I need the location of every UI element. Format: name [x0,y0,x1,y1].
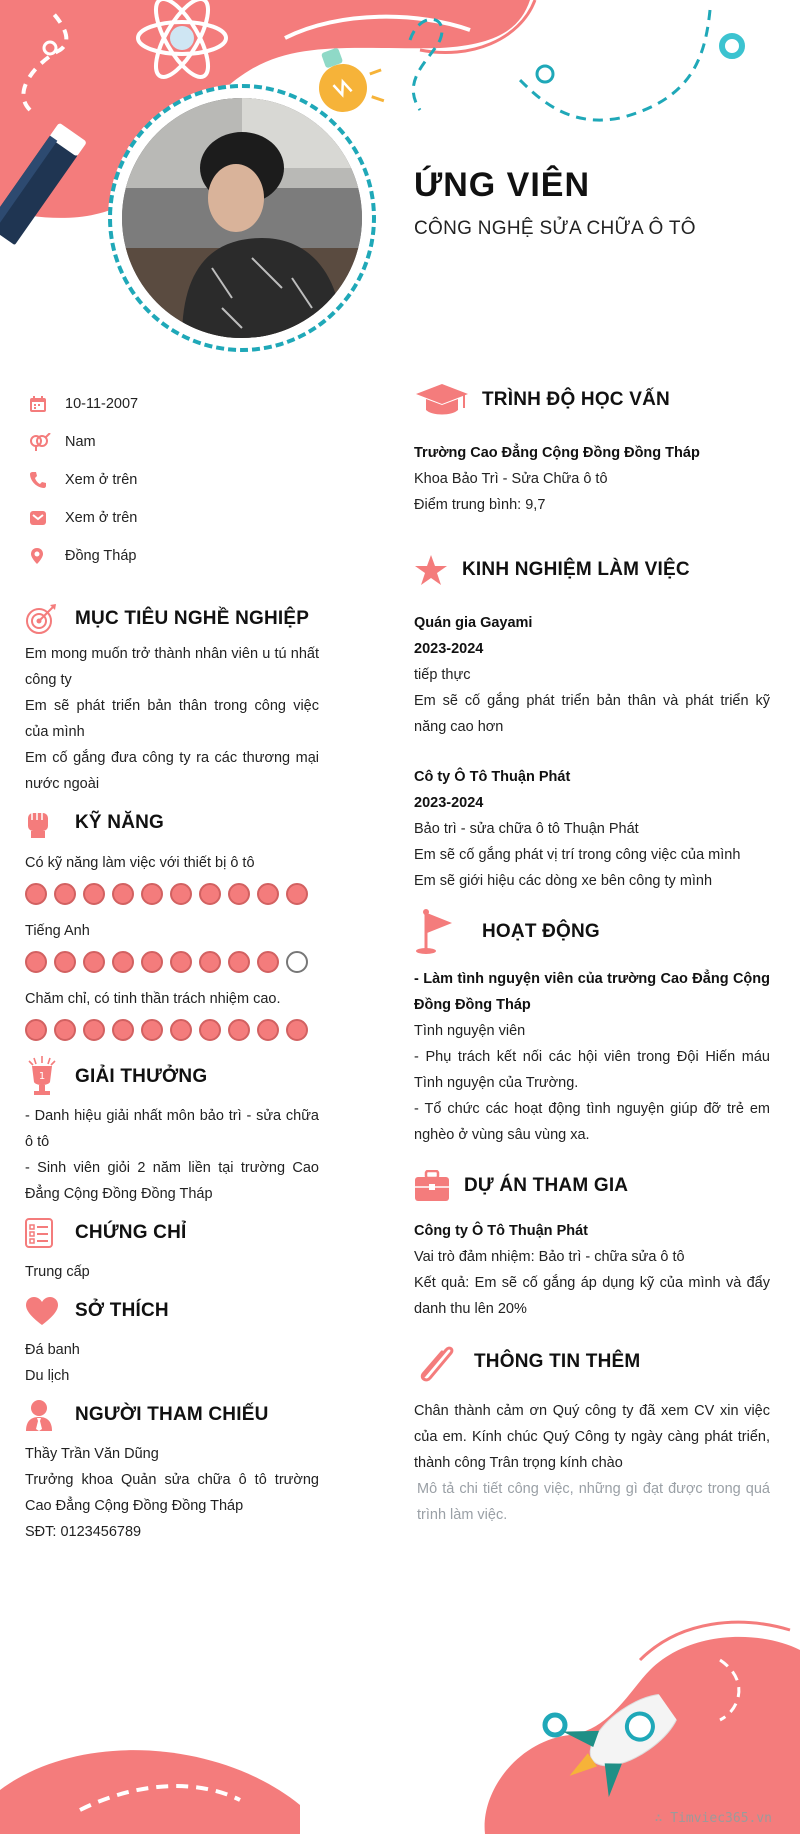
svg-text:1: 1 [38,1071,46,1082]
right-column [414,378,770,1528]
watermark-text: Timviec365.vn [670,1811,772,1826]
location-value: Đồng Tháp [65,548,137,564]
references-title: NGƯỜI THAM CHIẾU [75,1404,269,1425]
rating-dot-filled [257,883,279,905]
awards-text [25,1103,319,1207]
paperclip-icon [414,1342,474,1382]
rating-dot-filled [199,1019,221,1041]
rating-dot-filled [83,883,105,905]
star-icon [414,554,462,586]
rating-dot-filled [228,1019,250,1041]
heart-icon [25,1296,75,1326]
rating-dot-filled [257,951,279,973]
graduation-cap-icon [414,382,482,418]
education-major: Khoa Bảo Trì - Sửa Chữa ô tô [414,471,608,487]
education-title: TRÌNH ĐỘ HỌC VẤN [482,389,670,410]
skill-name: Tiếng Anh [25,923,90,939]
phone-value: Xem ở trên [65,472,138,488]
rating-dot-filled [54,1019,76,1041]
experience-job-2 [414,764,770,894]
trophy-icon [25,1056,75,1098]
award-line: - Sinh viên giỏi 2 năm liền tại trường Cao Đẳng Cộng Đồng Đồng Tháp [25,1160,319,1202]
awards-title: GIẢI THƯỞNG [75,1066,208,1087]
education-gpa: Điểm trung bình: 9,7 [414,497,546,513]
activity-line: - Phụ trách kết nối các hội viên trong Đội Hiến máu Tình nguyện của Trường. [414,1049,770,1091]
info-email [25,499,319,537]
project-role: Vai trò đảm nhiệm: Bảo trì - chữa sửa ô tô [414,1249,685,1265]
rating-dot-filled [83,951,105,973]
left-column [25,385,319,1545]
additional-text [414,1398,770,1528]
footer-decoration [0,1600,800,1834]
rating-dot-filled [199,883,221,905]
person-photo-illustration [122,98,362,338]
calendar-icon [25,395,65,413]
skills-list [25,851,319,1041]
projects-text [414,1218,770,1322]
activity-line: - Tổ chức các hoạt động tình nguyện giúp đỡ trẻ em nghèo ở vùng sâu vùng xa. [414,1101,770,1143]
skill-rating [25,1019,319,1041]
rating-dot-filled [228,883,250,905]
gender-icon [25,433,65,451]
email-icon [25,510,65,526]
project-company: Công ty Ô Tô Thuận Phát [414,1223,588,1239]
checklist-icon [25,1218,75,1248]
rating-dot-filled [54,883,76,905]
hobby-line: Đá banh [25,1342,80,1358]
rating-dot-filled [112,1019,134,1041]
gender-value: Nam [65,434,96,450]
rating-dot-filled [170,1019,192,1041]
projects-title: DỰ ÁN THAM GIA [464,1175,629,1196]
job-desc: Em sẽ giới hiệu các dòng xe bên công ty mình [414,873,713,889]
job-company: Quán gia Gayami [414,615,533,631]
fist-icon [25,807,75,839]
briefcase-icon [414,1170,464,1202]
certificates-title: CHỨNG CHỈ [75,1222,187,1243]
info-gender [25,423,319,461]
rating-dot-filled [141,883,163,905]
reference-line: SĐT: 0123456789 [25,1524,142,1540]
avatar-frame [108,84,376,352]
experience-title: KINH NGHIỆM LÀM VIỆC [462,559,690,580]
candidate-name: ỨNG VIÊN [414,166,591,204]
rating-dot-filled [25,1019,47,1041]
reference-line: Trưởng khoa Quản sửa chữa ô tô trường Cao Đẳng Cộng Đồng Đồng Tháp [25,1472,319,1514]
skill-rating [25,951,319,973]
rating-dot-filled [141,1019,163,1041]
target-icon [25,603,75,635]
skill-name: Chăm chỉ, có tinh thần trách nhiệm cao. [25,991,281,1007]
objective-line: Em mong muốn trở thành nhân viên u tú nhất công ty [25,646,319,688]
references-header [25,1393,319,1437]
email-value: Xem ở trên [65,510,138,526]
award-line: - Danh hiệu giải nhất môn bảo trì - sửa chữa ô tô [25,1108,319,1150]
activity-role: Tình nguyện viên [414,1023,526,1039]
job-company: Cô ty Ô Tô Thuận Phát [414,769,571,785]
job-title: CÔNG NGHỆ SỬA CHỮA Ô TÔ [414,218,696,239]
rating-dot-filled [170,951,192,973]
personal-info [25,385,319,575]
education-header [414,378,770,422]
objective-header [25,597,319,641]
flag-icon [414,909,482,955]
certificates-header [25,1211,319,1255]
education-school: Trường Cao Đẳng Cộng Đồng Đồng Tháp [414,445,700,461]
rating-dot-filled [112,883,134,905]
objective-line: Em sẽ phát triển bản thân trong công việc của mình [25,698,319,740]
skill-rating [25,883,319,905]
certificates-text [25,1259,319,1285]
job-period: 2023-2024 [414,795,484,811]
phone-icon [25,471,65,489]
job-desc: Em sẽ cố gắng phát vị trí trong công việc của mình [414,847,741,863]
info-location [25,537,319,575]
experience-job-1 [414,610,770,740]
activities-text [414,966,770,1148]
rating-dot-filled [112,951,134,973]
rating-dot-empty [286,951,308,973]
activity-headline: - Làm tình nguyện viên của trường Cao Đẳng Cộng Đồng Đồng Tháp [414,971,770,1013]
person-tie-icon [25,1399,75,1431]
references-text [25,1441,319,1545]
objective-text [25,641,319,797]
projects-header [414,1164,770,1208]
rating-dot-filled [286,883,308,905]
rating-dot-filled [25,883,47,905]
skill-name: Có kỹ năng làm việc với thiết bị ô tô [25,855,255,871]
job-role: Bảo trì - sửa chữa ô tô Thuận Phát [414,821,639,837]
additional-placeholder: Mô tả chi tiết công việc, những gì đạt được trong quá trình làm việc. [417,1481,770,1523]
job-desc: Em sẽ cố gắng phát triển bản thân và phát triển kỹ năng cao hơn [414,693,770,735]
skills-header [25,801,319,845]
job-role: tiếp thực [414,667,471,683]
rating-dot-filled [199,951,221,973]
avatar-photo [122,98,362,338]
objective-title: MỤC TIÊU NGHỀ NGHIỆP [75,608,310,629]
objective-line: Em cố gắng đưa công ty ra các thương mại nước ngoài [25,750,319,792]
watermark [655,1811,772,1826]
hobbies-header [25,1289,319,1333]
job-period: 2023-2024 [414,641,484,657]
awards-header [25,1055,319,1099]
experience-header [414,548,770,592]
birthdate-value: 10-11-2007 [65,396,139,412]
rating-dot-filled [25,951,47,973]
certificate-line: Trung cấp [25,1264,90,1280]
rating-dot-filled [257,1019,279,1041]
location-pin-icon [25,547,65,565]
rating-dot-filled [141,951,163,973]
hobbies-text [25,1337,319,1389]
additional-header [414,1340,770,1384]
rating-dot-filled [170,883,192,905]
activities-header [414,910,770,954]
additional-title: THÔNG TIN THÊM [474,1351,641,1372]
rating-dot-filled [286,1019,308,1041]
education-text [414,440,770,518]
hobby-line: Du lịch [25,1368,70,1384]
project-result: Kết quả: Em sẽ cố gắng áp dụng kỹ của mình và đẩy danh thu lên 20% [414,1275,770,1317]
info-birthdate [25,385,319,423]
skills-title: KỸ NĂNG [75,812,165,833]
reference-line: Thầy Trần Văn Dũng [25,1446,159,1462]
hobbies-title: SỞ THÍCH [75,1300,169,1321]
additional-body: Chân thành cảm ơn Quý công ty đã xem CV xin việc của em. Kính chúc Quý Công ty ngày càng phát triển, thành công Trân trọng kính chào [414,1403,770,1471]
activities-title: HOẠT ĐỘNG [482,921,600,942]
rating-dot-filled [83,1019,105,1041]
rating-dot-filled [54,951,76,973]
watermark-logo-icon: ∴ [654,1811,671,1826]
info-phone [25,461,319,499]
rating-dot-filled [228,951,250,973]
